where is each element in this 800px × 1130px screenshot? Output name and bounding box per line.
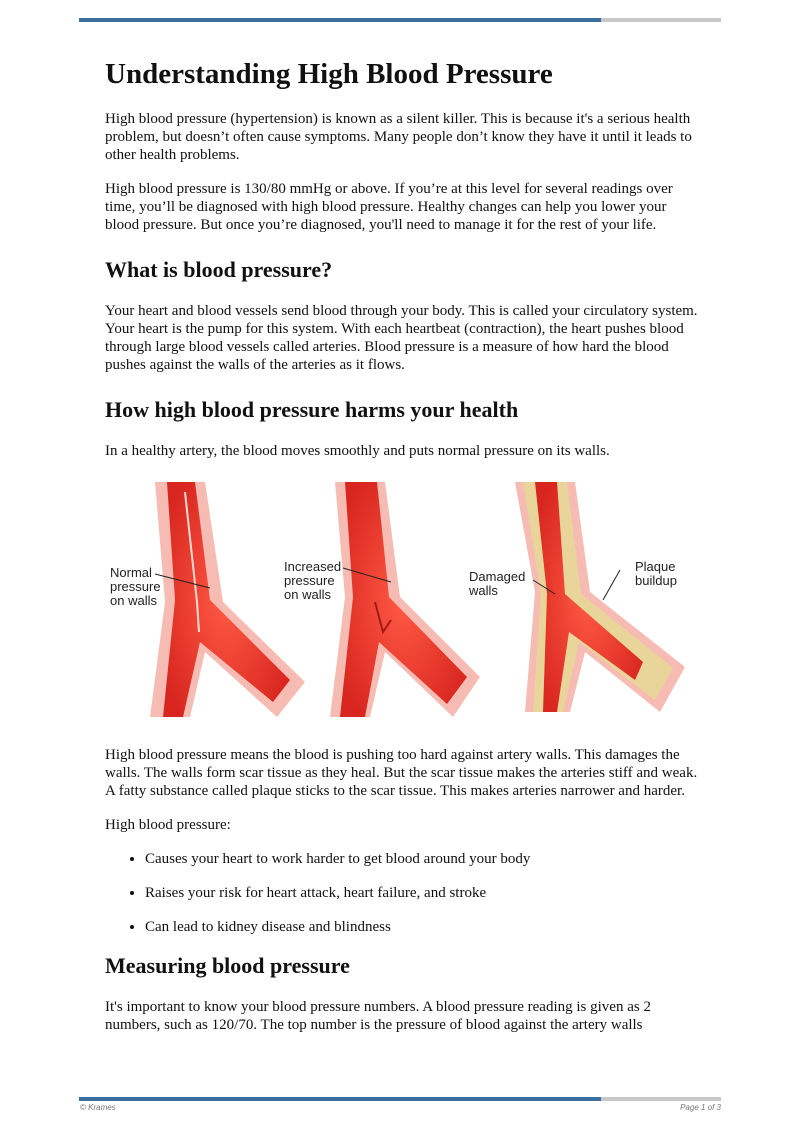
label-increased-pressure: Increased pressure on walls [284, 559, 342, 602]
damaged-artery [515, 482, 685, 712]
normal-artery [150, 482, 305, 717]
page-title: Understanding High Blood Pressure [105, 58, 553, 90]
section-paragraph: In a healthy artery, the blood moves smoothly and puts normal pressure on its walls. [105, 443, 610, 459]
footer-page-number: Page 1 of 3 [680, 1103, 721, 1112]
document-body [105, 56, 700, 1050]
artery-diagram [95, 482, 695, 722]
increased-pressure-artery [330, 482, 480, 717]
intro-paragraph: High blood pressure (hypertension) is known as a silent killer. This is because it's a serious health problem, but doesn’t often cause symptoms. Many people don’t know they have it until it leads to other health problems. [105, 111, 692, 163]
label-damaged-walls: Damaged walls [469, 569, 526, 598]
artery-illustration [95, 482, 695, 722]
section-paragraph: High blood pressure means the blood is pushing too hard against artery walls. This damages the walls. The walls form scar tissue as they heal. But the scar tissue makes the arteries stiff and weak. A fatty substance called plaque sticks to the scar tissue. This makes arteries narrower and harder. [105, 747, 698, 799]
header-progress-bar [79, 18, 721, 22]
label-plaque-buildup: Plaque buildup [635, 559, 677, 588]
list-item: • Raises your risk for heart attack, heart failure, and stroke [145, 884, 700, 902]
footer-progress-bar [79, 1097, 721, 1101]
section-paragraph: It's important to know your blood pressure numbers. A blood pressure reading is given as 2 numbers, such as 120/70. The top number is the pressure of blood against the artery walls [105, 999, 651, 1033]
list-item: • Causes your heart to work harder to get blood around your body [145, 850, 700, 868]
list-item: • Can lead to kidney disease and blindness [145, 918, 700, 936]
section-heading: What is blood pressure? [105, 257, 333, 282]
list-intro: High blood pressure: [105, 817, 231, 833]
section-heading: Measuring blood pressure [105, 953, 350, 978]
bullet-list [105, 850, 700, 936]
intro-paragraph: High blood pressure is 130/80 mmHg or above. If you’re at this level for several readings over time, you’ll be diagnosed with high blood pressure. Healthy changes can help you lower your blood pressure. But once you’re diagnosed, you'll need to manage it for the rest of your life. [105, 181, 673, 233]
label-normal-pressure: Normal pressure on walls [110, 565, 161, 608]
section-heading: How high blood pressure harms your health [105, 397, 519, 422]
section-paragraph: Your heart and blood vessels send blood through your body. This is called your circulatory system. Your heart is the pump for this system. With each heartbeat (contraction), the heart pushes blood through large blood vessels called arteries. Blood pressure is a measure of how hard the blood pushes against the walls of the arteries as it flows. [105, 303, 698, 373]
footer-copyright: © Krames [80, 1103, 116, 1112]
